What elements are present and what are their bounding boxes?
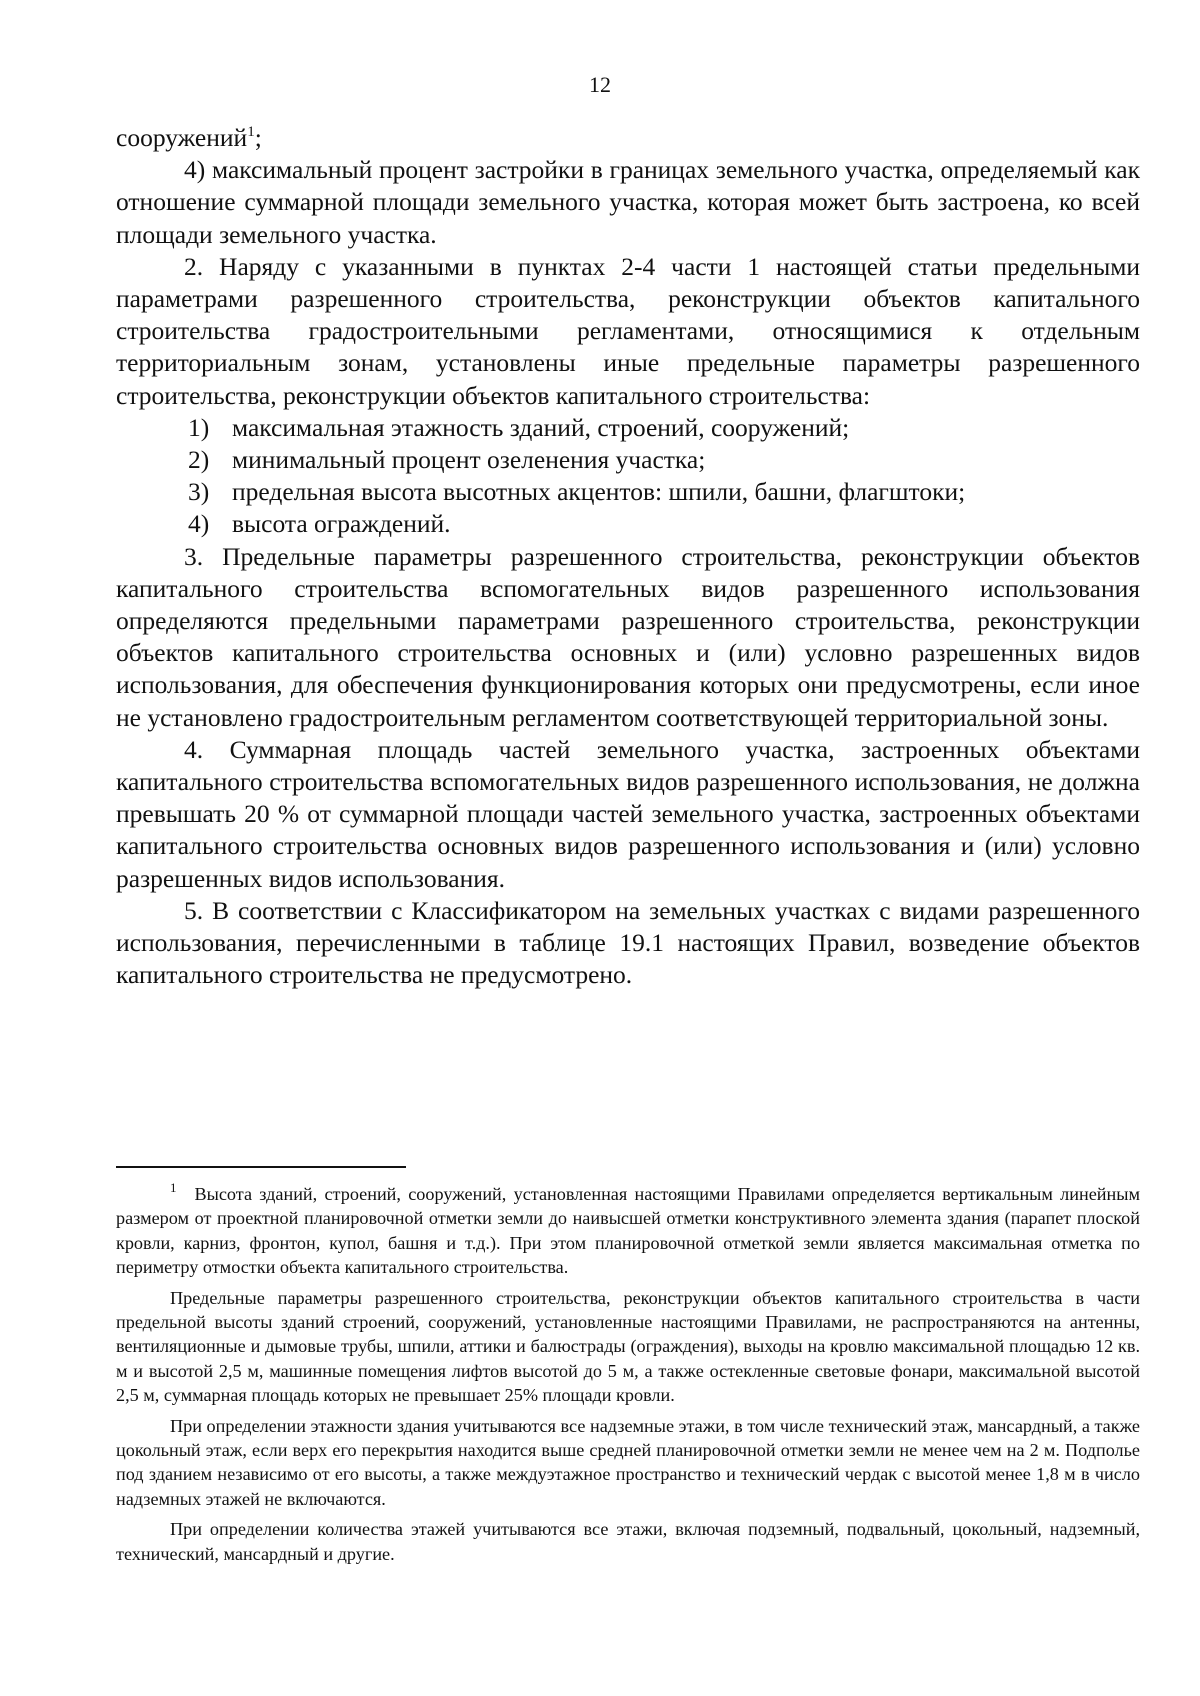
- list-item-text: минимальный процент озеленения участка;: [232, 445, 706, 475]
- paragraph-section-3: 3. Предельные параметры разрешенного строительства, реконструкции объектов капитального строительства вспомогательных видов разрешенного использования определяются предельными параметрами разрешенного строительства, реконструкции объектов капитального строительства основных и (или) условно разрешенных видов использования, для обеспечения функционирования которых они предусмотрены, если иное не установлено градостроительным регламентом соответствующей территориальной зоны.: [116, 541, 1140, 732]
- footnote-marker: 1: [170, 1180, 177, 1195]
- footnote-paragraph-4: При определении количества этажей учитываются все этажи, включая подземный, подвальный, цокольный, надземный, технический, мансардный и другие.: [116, 1519, 1140, 1564]
- paragraph-item-4: 4) максимальный процент застройки в границах земельного участка, определяемый как отношение суммарной площади земельного участка, которая может быть застроена, ко всей площади земельного участка.: [116, 155, 1140, 249]
- list-item: [116, 476, 1140, 508]
- footnote-reference[interactable]: 1: [247, 124, 255, 140]
- main-text: [116, 122, 1140, 991]
- footnote-paragraph-2: Предельные параметры разрешенного строительства, реконструкции объектов капитального строительства в части предельной высоты зданий строений, сооружений, установленные настоящими Правилами, не распространяются на антенны, вентиляционные и дымовые трубы, шпили, аттики и балюстрады (ограждения), выходы на кровлю максимальной площадью 12 кв. м и высотой 2,5 м, машинные помещения лифтов высотой до 5 м, а также остекленные световые фонари, максимальной высотой 2,5 м, суммарная площадь которых не превышает 25% площади кровли.: [116, 1287, 1140, 1406]
- list-item: [116, 412, 1140, 444]
- footnote-paragraph-3: При определении этажности здания учитываются все надземные этажи, в том числе технический этаж, мансардный, а также цокольный этаж, если верх его перекрытия находится выше средней планировочной отметки земли не менее чем на 2 м. Подполье под зданием независимо от его высоты, а также междуэтажное пространство и технический чердак с высотой менее 1,8 м в число надземных этажей не включаются.: [116, 1415, 1140, 1509]
- list-item: [116, 508, 1140, 540]
- paragraph-continuation-tail: ;: [254, 123, 262, 152]
- list-item-number: 3): [188, 477, 210, 507]
- list-item-text: максимальная этажность зданий, строений, сооружений;: [232, 412, 850, 442]
- paragraph-section-4: 4. Суммарная площадь частей земельного участка, застроенных объектами капитального строительства вспомогательных видов разрешенного использования, не должна превышать 20 % от суммарной площади частей земельного участка, застроенных объектами капитального строительства основных видов разрешенного использования и (или) условно разрешенных видов использования.: [116, 734, 1140, 893]
- list-item-text: высота ограждений.: [232, 509, 451, 539]
- footnote-text-1: Высота зданий, строений, сооружений, установленная настоящими Правилами определяется вертикальным линейным размером от проектной планировочной отметки земли до наивысшей отметки конструктивного элемента здания (парапет плоской кровли, карниз, фронтон, купол, башня и т.д.). При этом планировочной отметкой земли является максимальная отметка по периметру отмостки объекта капитального строительства.: [116, 1184, 1140, 1278]
- paragraph-continuation-text: сооружений: [116, 123, 248, 152]
- footnotes: [116, 1182, 1140, 1572]
- list-item-number: 1): [188, 412, 210, 442]
- list-item-number: 4): [188, 509, 210, 539]
- footnote-separator: [116, 1166, 406, 1168]
- list-item: [116, 444, 1140, 476]
- list-item-text: предельная высота высотных акцентов: шпили, башни, флагштоки;: [232, 477, 966, 507]
- list-item-number: 2): [188, 445, 210, 475]
- footnote-paragraph-1: [116, 1182, 1140, 1280]
- page-number: 12: [589, 72, 611, 97]
- paragraph-section-5: 5. В соответствии с Классификатором на земельных участках с видами разрешенного использования, перечисленными в таблице 19.1 настоящих Правил, возведение объектов капитального строительства не предусмотрено.: [116, 895, 1140, 990]
- paragraph-section-2: 2. Наряду с указанными в пунктах 2-4 части 1 настоящей статьи предельными параметрами разрешенного строительства, реконструкции объектов капитального строительства градостроительными регламентами, относящимися к отдельным территориальным зонам, установлены иные предельные параметры разрешенного строительства, реконструкции объектов капитального строительства:: [116, 251, 1140, 410]
- paragraph-continuation: [116, 122, 1140, 154]
